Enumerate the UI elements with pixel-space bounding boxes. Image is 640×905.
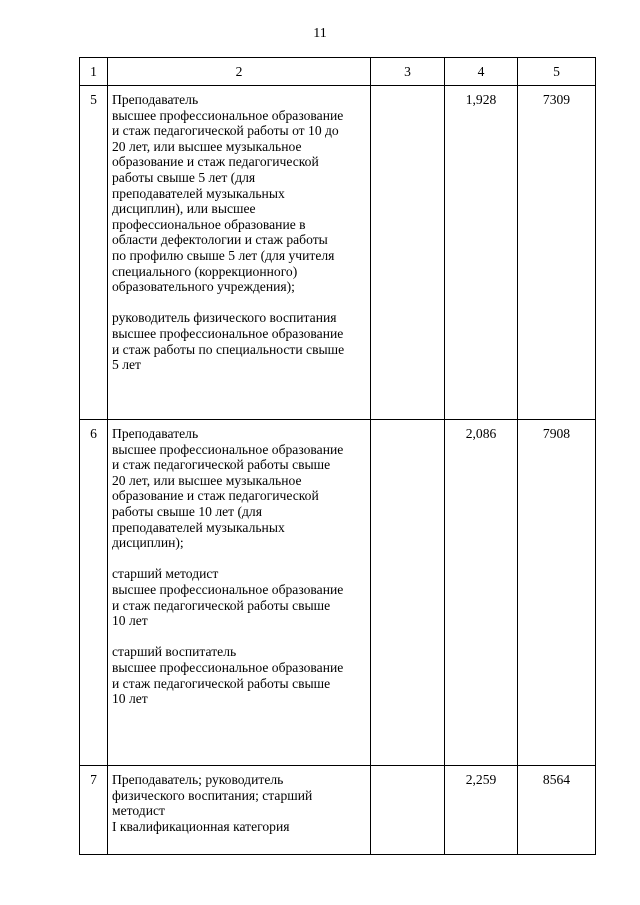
coefficient-cell: 2,259 — [445, 766, 518, 855]
text-line: преподавателей музыкальных — [112, 519, 285, 535]
empty-cell — [371, 420, 445, 766]
header-col-1: 1 — [80, 58, 108, 86]
page-number: 11 — [313, 26, 327, 41]
text-line: работы свыше 5 лет (для — [112, 169, 256, 185]
text-line: I квалификационная категория — [112, 818, 290, 834]
text-line: образование и стаж педагогической — [112, 488, 319, 504]
text-line: Преподаватель; руководитель — [112, 772, 284, 787]
text-line: дисциплин); — [112, 535, 184, 551]
text-line: и стаж педагогической работы свыше — [112, 675, 331, 691]
text-line: старший методист — [112, 566, 219, 582]
text-line: работы свыше 10 лет (для — [112, 503, 262, 519]
text-line: 20 лет, или высшее музыкальное — [112, 472, 302, 488]
row-number: 6 — [80, 420, 108, 766]
header-col-3: 3 — [371, 58, 445, 86]
text-line: 10 лет — [112, 691, 148, 707]
paragraph — [112, 310, 367, 372]
coefficient-cell: 2,086 — [445, 420, 518, 766]
empty-cell — [371, 86, 445, 420]
coefficient-cell: 1,928 — [445, 86, 518, 420]
position-requirements — [108, 86, 371, 420]
paragraph — [112, 772, 367, 834]
row-number: 7 — [80, 766, 108, 855]
salary-cell: 7908 — [518, 420, 596, 766]
text-line: 10 лет — [112, 613, 148, 629]
text-line: Преподаватель — [112, 426, 199, 441]
text-line: образовательного учреждения); — [112, 279, 295, 295]
text-line: области дефектологии и стаж работы — [112, 232, 328, 248]
salary-cell: 7309 — [518, 86, 596, 420]
text-line: высшее профессиональное образование — [112, 581, 344, 597]
paragraph — [112, 566, 367, 628]
empty-cell — [371, 766, 445, 855]
text-line: методист — [112, 803, 165, 819]
qualification-salary-table — [79, 57, 596, 855]
table-row — [80, 420, 596, 766]
text-line: преподавателей музыкальных — [112, 185, 285, 201]
text-line: и стаж работы по специальности свыше — [112, 341, 345, 357]
text-line: руководитель физического воспитания — [112, 310, 337, 326]
header-col-5: 5 — [518, 58, 596, 86]
salary-cell: 8564 — [518, 766, 596, 855]
text-line: высшее профессиональное образование — [112, 441, 344, 457]
table-row — [80, 86, 596, 420]
paragraph — [112, 426, 367, 551]
text-line: высшее профессиональное образование — [112, 659, 344, 675]
text-line: и стаж педагогической работы свыше — [112, 457, 331, 473]
position-requirements — [108, 420, 371, 766]
text-line: по профилю свыше 5 лет (для учителя — [112, 247, 335, 263]
text-line: высшее профессиональное образование — [112, 325, 344, 341]
text-line: профессиональное образование в — [112, 216, 306, 232]
header-col-2: 2 — [108, 58, 371, 86]
text-line: физического воспитания; старший — [112, 787, 313, 803]
paragraph — [112, 92, 367, 295]
text-line: и стаж педагогической работы от 10 до — [112, 123, 339, 139]
position-requirements — [108, 766, 371, 855]
text-line: 20 лет, или высшее музыкальное — [112, 138, 302, 154]
paragraph — [112, 644, 367, 706]
table-row — [80, 766, 596, 855]
text-line: и стаж педагогической работы свыше — [112, 597, 331, 613]
header-col-4: 4 — [445, 58, 518, 86]
text-line: старший воспитатель — [112, 644, 237, 660]
text-line: образование и стаж педагогической — [112, 154, 319, 170]
text-line: дисциплин), или высшее — [112, 201, 256, 217]
text-line: Преподаватель — [112, 92, 199, 107]
row-number: 5 — [80, 86, 108, 420]
text-line: высшее профессиональное образование — [112, 107, 344, 123]
table-header-row — [80, 58, 596, 86]
text-line: 5 лет — [112, 357, 141, 373]
text-line: специального (коррекционного) — [112, 263, 298, 279]
